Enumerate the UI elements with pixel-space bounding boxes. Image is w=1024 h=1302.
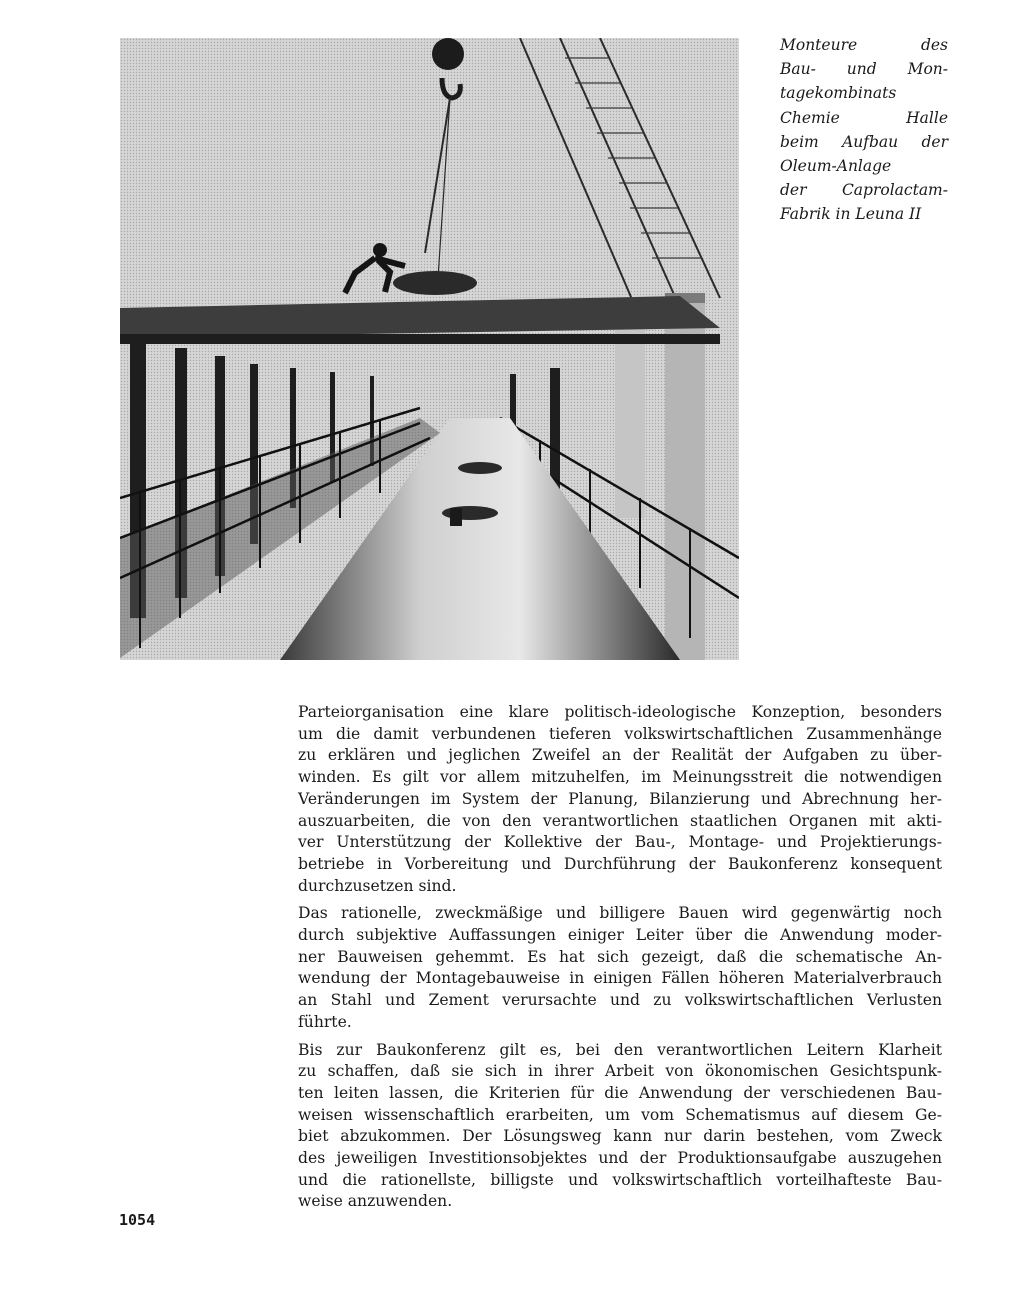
text-line: durchzusetzen sind. — [298, 876, 457, 895]
text-line: auszuarbeiten, die von den verantwortlichen staatlichen Organen mit akti- — [298, 811, 942, 830]
body-text — [298, 702, 942, 1219]
text-line: durch subjektive Auffassungen einiger Leiter über die Anwendung moder- — [298, 926, 942, 945]
text-line: biet abzukommen. Der Lösungsweg kann nur darin bestehen, vom Zweck — [298, 1127, 942, 1146]
text-line: ten leiten lassen, die Kriterien für die Anwendung der verschiedenen Bau- — [298, 1083, 942, 1102]
text-line: winden. Es gilt vor allem mitzuhelfen, im Meinungsstreit die notwendigen — [298, 768, 942, 787]
caption-line: beim Aufbau der — [780, 132, 948, 151]
text-line: Bis zur Baukonferenz gilt es, bei den verantwortlichen Leitern Klarheit — [298, 1040, 942, 1059]
caption-line: Chemie Halle — [780, 108, 948, 127]
text-line: an Stahl und Zement verursachte und zu volkswirtschaftlichen Verlusten — [298, 991, 942, 1010]
text-line: führte. — [298, 1012, 352, 1031]
text-line: weisen wissenschaftlich erarbeiten, um vom Schematismus auf diesem Ge- — [298, 1105, 942, 1124]
paragraph — [298, 702, 942, 897]
caption-line: Monteure des — [780, 36, 948, 54]
caption-line: der Caprolactam- — [780, 181, 948, 200]
text-line: ner Bauweisen gehemmt. Es hat sich gezeigt, daß die schematische An- — [298, 947, 942, 966]
caption-line: Oleum-Anlage — [780, 157, 892, 176]
text-line: Veränderungen im System der Planung, Bilanzierung und Abrechnung her- — [298, 789, 942, 808]
caption-line: Bau- und Mon- — [780, 60, 948, 79]
paragraph — [298, 903, 942, 1033]
text-line: ver Unterstützung der Kollektive der Bau-, Montage- und Projektierungs- — [298, 833, 942, 852]
construction-photo — [120, 38, 739, 660]
text-line: des jeweiligen Investitionsobjektes und der Produktionsaufgabe auszugehen — [298, 1149, 942, 1168]
page-number: 1054 — [119, 1211, 156, 1229]
text-line: weise anzuwenden. — [298, 1192, 453, 1211]
text-line: zu erklären und jeglichen Zweifel an der Realität der Aufgaben zu über- — [298, 746, 942, 765]
text-line: um die damit verbundenen tieferen volkswirtschaftlichen Zusammenhänge — [298, 724, 942, 743]
caption-line: tagekombinats — [780, 84, 897, 103]
photo-caption — [780, 33, 948, 227]
text-line: und die rationellste, billigste und volkswirtschaftlich vorteilhafteste Bau- — [298, 1170, 942, 1189]
text-line: wendung der Montagebauweise in einigen Fällen höheren Materialverbrauch — [298, 969, 942, 988]
paragraph — [298, 1040, 942, 1214]
text-line: Das rationelle, zweckmäßige und billigere Bauen wird gegenwärtig noch — [298, 904, 942, 923]
photo-illustration — [120, 38, 739, 660]
text-line: Parteiorganisation eine klare politisch-ideologische Konzeption, besonders — [298, 703, 942, 721]
text-line: zu schaffen, daß sie sich in ihrer Arbeit von ökonomischen Gesichtspunk- — [298, 1062, 942, 1081]
caption-line: Fabrik in Leuna II — [780, 205, 922, 224]
text-line: betriebe in Vorbereitung und Durchführung der Baukonferenz konsequent — [298, 854, 942, 873]
